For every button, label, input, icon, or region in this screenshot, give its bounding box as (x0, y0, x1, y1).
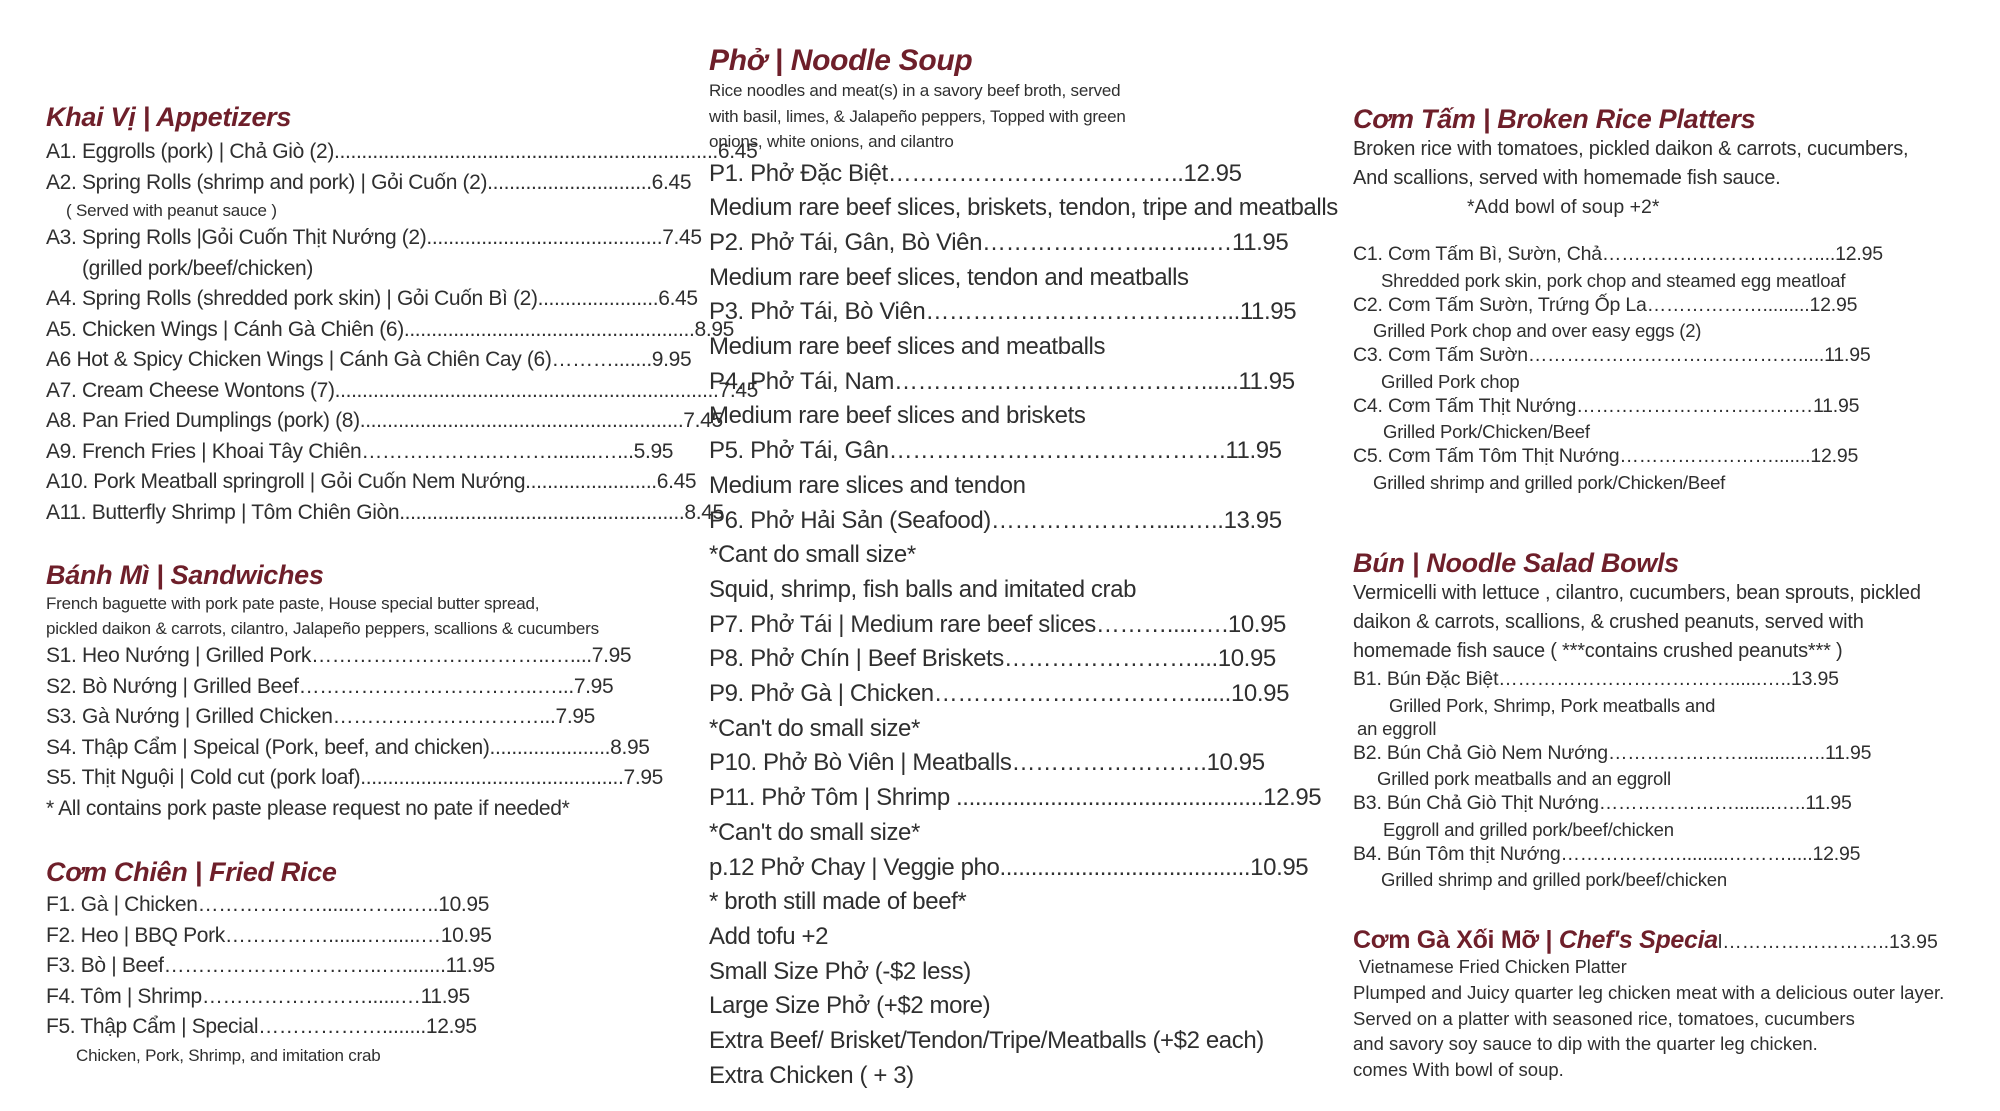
comtam-menu-item: C4. Cơm Tấm Thịt Nướng…………………………….…11.95 (1353, 394, 1860, 417)
menu-item: A1. Eggrolls (pork) | Chả Giò (2)......................................................................6.45 (46, 140, 758, 163)
pho-line: P11. Phở Tôm | Shrimp .................................................12.95 (709, 784, 1322, 812)
bun-menu-item: B3. Bún Chả Giò Thịt Nướng…………………........…..11.95 (1353, 792, 1852, 814)
bun-item-note: an eggroll (1357, 717, 1437, 739)
chef-special-description-line: Plumped and Juicy quarter leg chicken meat with a delicious outer layer. (1353, 982, 1945, 1003)
bun-heading: Bún | Noodle Salad Bowls (1353, 548, 1679, 578)
pho-line: P3. Phở Tái, Bò Viên……………………………..…...11.95 (709, 298, 1297, 326)
chef-special-description-line: and savory soy sauce to dip with the quarter leg chicken. (1353, 1033, 1818, 1054)
pho-heading: Phở | Noodle Soup (709, 44, 973, 77)
bun-item-note: Eggroll and grilled pork/beef/chicken (1383, 818, 1674, 840)
pho-line: P8. Phở Chín | Beef Briskets……………………....10.95 (709, 645, 1276, 673)
comtam-heading: Cơm Tấm | Broken Rice Platters (1353, 104, 1756, 134)
item-note: Chicken, Pork, Shrimp, and imitation crab (76, 1045, 381, 1065)
pho-description-line: onions, white onions, and cilantro (709, 132, 954, 151)
appetizers-list (46, 137, 758, 528)
comtam-description-line: Broken rice with tomatoes, pickled daikon & carrots, cucumbers, (1353, 138, 1909, 160)
pho-line: P1. Phở Đặc Biệt………………………………..12.95 (709, 159, 1242, 187)
comtam-section (1353, 104, 1908, 494)
appetizers-section (46, 102, 758, 528)
menu-item: S4. Thập Cẩm | Speical (Pork, beef, and chicken)......................8.95 (46, 735, 650, 759)
pho-line: P7. Phở Tái | Medium rare beef slices……….....….10.95 (709, 610, 1286, 638)
friedrice-section (46, 857, 495, 1068)
pho-line: p.12 Phở Chay | Veggie pho........................................10.95 (709, 853, 1309, 881)
pho-line: *Cant do small size* (709, 541, 916, 569)
bun-menu-item: B4. Bún Tôm thịt Nướng…………….….........……….....12.95 (1353, 842, 1861, 865)
menu-item: S2. Bò Nướng | Grilled Beef……………………………..…...7.95 (46, 674, 614, 698)
chef-special-label: Chef's Specia (1558, 926, 1718, 954)
menu-item: A9. French Fries | Khoai Tây Chiên……………….………........…...5.95 (46, 439, 674, 463)
menu-item: A6 Hot & Spicy Chicken Wings | Cánh Gà Chiên Cay (6)……….......9.95 (46, 348, 692, 371)
comtam-description-line: And scallions, served with homemade fish sauce. (1353, 167, 1781, 189)
appetizers-heading: Khai Vị | Appetizers (46, 102, 292, 132)
pho-line: P9. Phở Gà | Chicken……………………………......10.95 (709, 680, 1290, 708)
menu-item: S1. Heo Nướng | Grilled Pork……………………………..…....7.95 (46, 644, 632, 667)
bun-menu-item: B1. Bún Đặc Biệt………………………………......…..13.95 (1353, 668, 1839, 690)
menu-item: F4. Tôm | Shrimp……………………......…11.95 (46, 984, 470, 1008)
menu-item: A3. Spring Rolls |Gỏi Cuốn Thịt Nướng (2)...........................................7.45 (46, 226, 702, 249)
comtam-menu-item: C3. Cơm Tấm Sườn…………………………………….....11.95 (1353, 344, 1871, 366)
pho-line: Medium rare beef slices, tendon and meatballs (709, 263, 1189, 291)
bun-item-note: Grilled shrimp and grilled pork/beef/chicken (1381, 869, 1727, 890)
banhmi-section (46, 560, 663, 824)
menu-item: A5. Chicken Wings | Cánh Gà Chiên (6).....................................................8.95 (46, 317, 734, 341)
pho-line: *Can't do small size* (709, 818, 920, 846)
pho-line: Extra Beef/ Brisket/Tendon/Tripe/Meatballs (+$2 each) (709, 1027, 1264, 1055)
item-note: (grilled pork/beef/chicken) (82, 256, 313, 280)
bun-description-line: daikon & carrots, scallions, & crushed peanuts, served with (1353, 611, 1864, 633)
bun-section (1353, 548, 1921, 891)
soup-addon-note: *Add bowl of soup +2* (1467, 196, 1660, 218)
pho-line: Large Size Phở (+$2 more) (709, 992, 991, 1020)
comtam-item-note: Grilled shrimp and grilled pork/Chicken/Beef (1373, 471, 1726, 493)
menu-item: F2. Heo | BBQ Pork…………….......…......…10.95 (46, 923, 492, 947)
chef-special-price: l……………………..13.95 (1717, 931, 1938, 953)
banhmi-description-line: pickled daikon & carrots, cilantro, Jalapeño peppers, scallions & cucumbers (46, 619, 599, 638)
pho-line: Small Size Phở (-$2 less) (709, 957, 971, 985)
pho-line: Extra Chicken ( + 3) (709, 1061, 914, 1089)
menu-item: A4. Spring Rolls (shredded pork skin) | Gỏi Cuốn Bì (2)......................6.45 (46, 287, 698, 310)
bun-menu-item: B2. Bún Chả Giò Nem Nướng…………………..........…..11.95 (1353, 741, 1872, 764)
pho-section (709, 44, 1338, 1093)
comtam-list (1353, 241, 1908, 494)
item-note: ( Served with peanut sauce ) (66, 201, 277, 220)
menu-item: A7. Cream Cheese Wontons (7)......................................................................7.45 (46, 378, 758, 402)
pho-line: P2. Phở Tái, Gân, Bò Viên…………………..…....…11.95 (709, 228, 1289, 256)
comtam-menu-item: C5. Cơm Tấm Tôm Thịt Nướng…………………….......12.95 (1353, 445, 1859, 467)
comtam-item-note: Grilled Pork/Chicken/Beef (1383, 421, 1590, 442)
menu-item: F5. Thập Cẩm | Special………………........12.95 (46, 1015, 477, 1038)
friedrice-heading: Cơm Chiên | Fried Rice (46, 857, 337, 887)
pate-note: * All contains pork paste please request no pate if needed* (46, 796, 570, 820)
chef-special-subtitle: Vietnamese Fried Chicken Platter (1359, 957, 1627, 977)
chef-special-heading (1353, 926, 1944, 955)
pho-line: *Can't do small size* (709, 714, 920, 742)
pho-line: Medium rare slices and tendon (709, 471, 1026, 499)
pho-line: Medium rare beef slices and briskets (709, 402, 1086, 430)
menu-item: A11. Butterfly Shrimp | Tôm Chiên Giòn....................................................8.45 (46, 500, 724, 524)
banhmi-description-line: French baguette with pork pate paste, House special butter spread, (46, 594, 540, 613)
pho-line: P10. Phở Bò Viên | Meatballs…………………….10.95 (709, 749, 1265, 777)
comtam-item-note: Grilled Pork chop (1381, 370, 1520, 392)
banhmi-list (46, 641, 663, 824)
pho-line: Add tofu +2 (709, 922, 829, 950)
chef-special-description-line: comes With bowl of soup. (1353, 1058, 1564, 1080)
menu-item: A2. Spring Rolls (shrimp and pork) | Gỏi Cuốn (2)..............................6.45 (46, 170, 692, 194)
chef-special-section (1353, 926, 1944, 1082)
friedrice-list (46, 890, 495, 1068)
pho-description-line: with basil, limes, & Jalapeño peppers, Topped with green (709, 106, 1126, 126)
pho-list (709, 157, 1338, 1094)
bun-description-line: Vermicelli with lettuce , cilantro, cucumbers, bean sprouts, pickled (1353, 582, 1921, 604)
pho-description-line: Rice noodles and meat(s) in a savory beef broth, served (709, 81, 1121, 100)
bun-list (1353, 666, 1921, 891)
pho-line: P5. Phở Tái, Gân…………………………………….11.95 (709, 437, 1282, 465)
bun-item-note: Grilled Pork, Shrimp, Pork meatballs and (1389, 694, 1716, 716)
menu-item: S3. Gà Nướng | Grilled Chicken…………………………...7.95 (46, 705, 595, 728)
pho-line: Squid, shrimp, fish balls and imitated crab (709, 575, 1137, 603)
bun-description-line: homemade fish sauce ( ***contains crushed peanuts*** ) (1353, 640, 1843, 662)
comtam-item-note: Shredded pork skin, pork chop and steamed egg meatloaf (1381, 269, 1846, 291)
bun-item-note: Grilled pork meatballs and an eggroll (1377, 768, 1671, 789)
pho-line: Medium rare beef slices, briskets, tendon, tripe and meatballs (709, 194, 1338, 222)
chef-special-title: Cơm Gà Xối Mỡ | (1353, 926, 1559, 954)
pho-line: Medium rare beef slices and meatballs (709, 333, 1106, 361)
menu-item: F1. Gà | Chicken………………......……..…..10.95 (46, 893, 490, 916)
banhmi-heading: Bánh Mì | Sandwiches (46, 560, 324, 590)
menu-item: A10. Pork Meatball springroll | Gỏi Cuốn Nem Nướng........................6.45 (46, 470, 697, 493)
comtam-menu-item: C2. Cơm Tấm Sườn, Trứng Ốp La……………….........12.95 (1353, 293, 1858, 316)
menu-item: S5. Thịt Nguội | Cold cut (pork loaf)................................................7.95 (46, 766, 663, 789)
menu-item: A8. Pan Fried Dumplings (pork) (8)...........................................................7.45 (46, 409, 723, 432)
pho-line: * broth still made of beef* (709, 888, 967, 916)
pho-line: P4. Phở Tái, Nam…………………………………......11.95 (709, 367, 1295, 395)
pho-line: P6. Phở Hải Sản (Seafood)………………….....…..13.95 (709, 506, 1282, 534)
comtam-item-note: Grilled Pork chop and over easy eggs (2) (1373, 320, 1702, 341)
comtam-menu-item: C1. Cơm Tấm Bì, Sườn, Chả……………………………....12.95 (1353, 243, 1883, 265)
chef-special-description-line: Served on a platter with seasoned rice, tomatoes, cucumbers (1353, 1007, 1855, 1029)
menu-item: F3. Bò | Beef…………………………..…........11.95 (46, 954, 495, 977)
